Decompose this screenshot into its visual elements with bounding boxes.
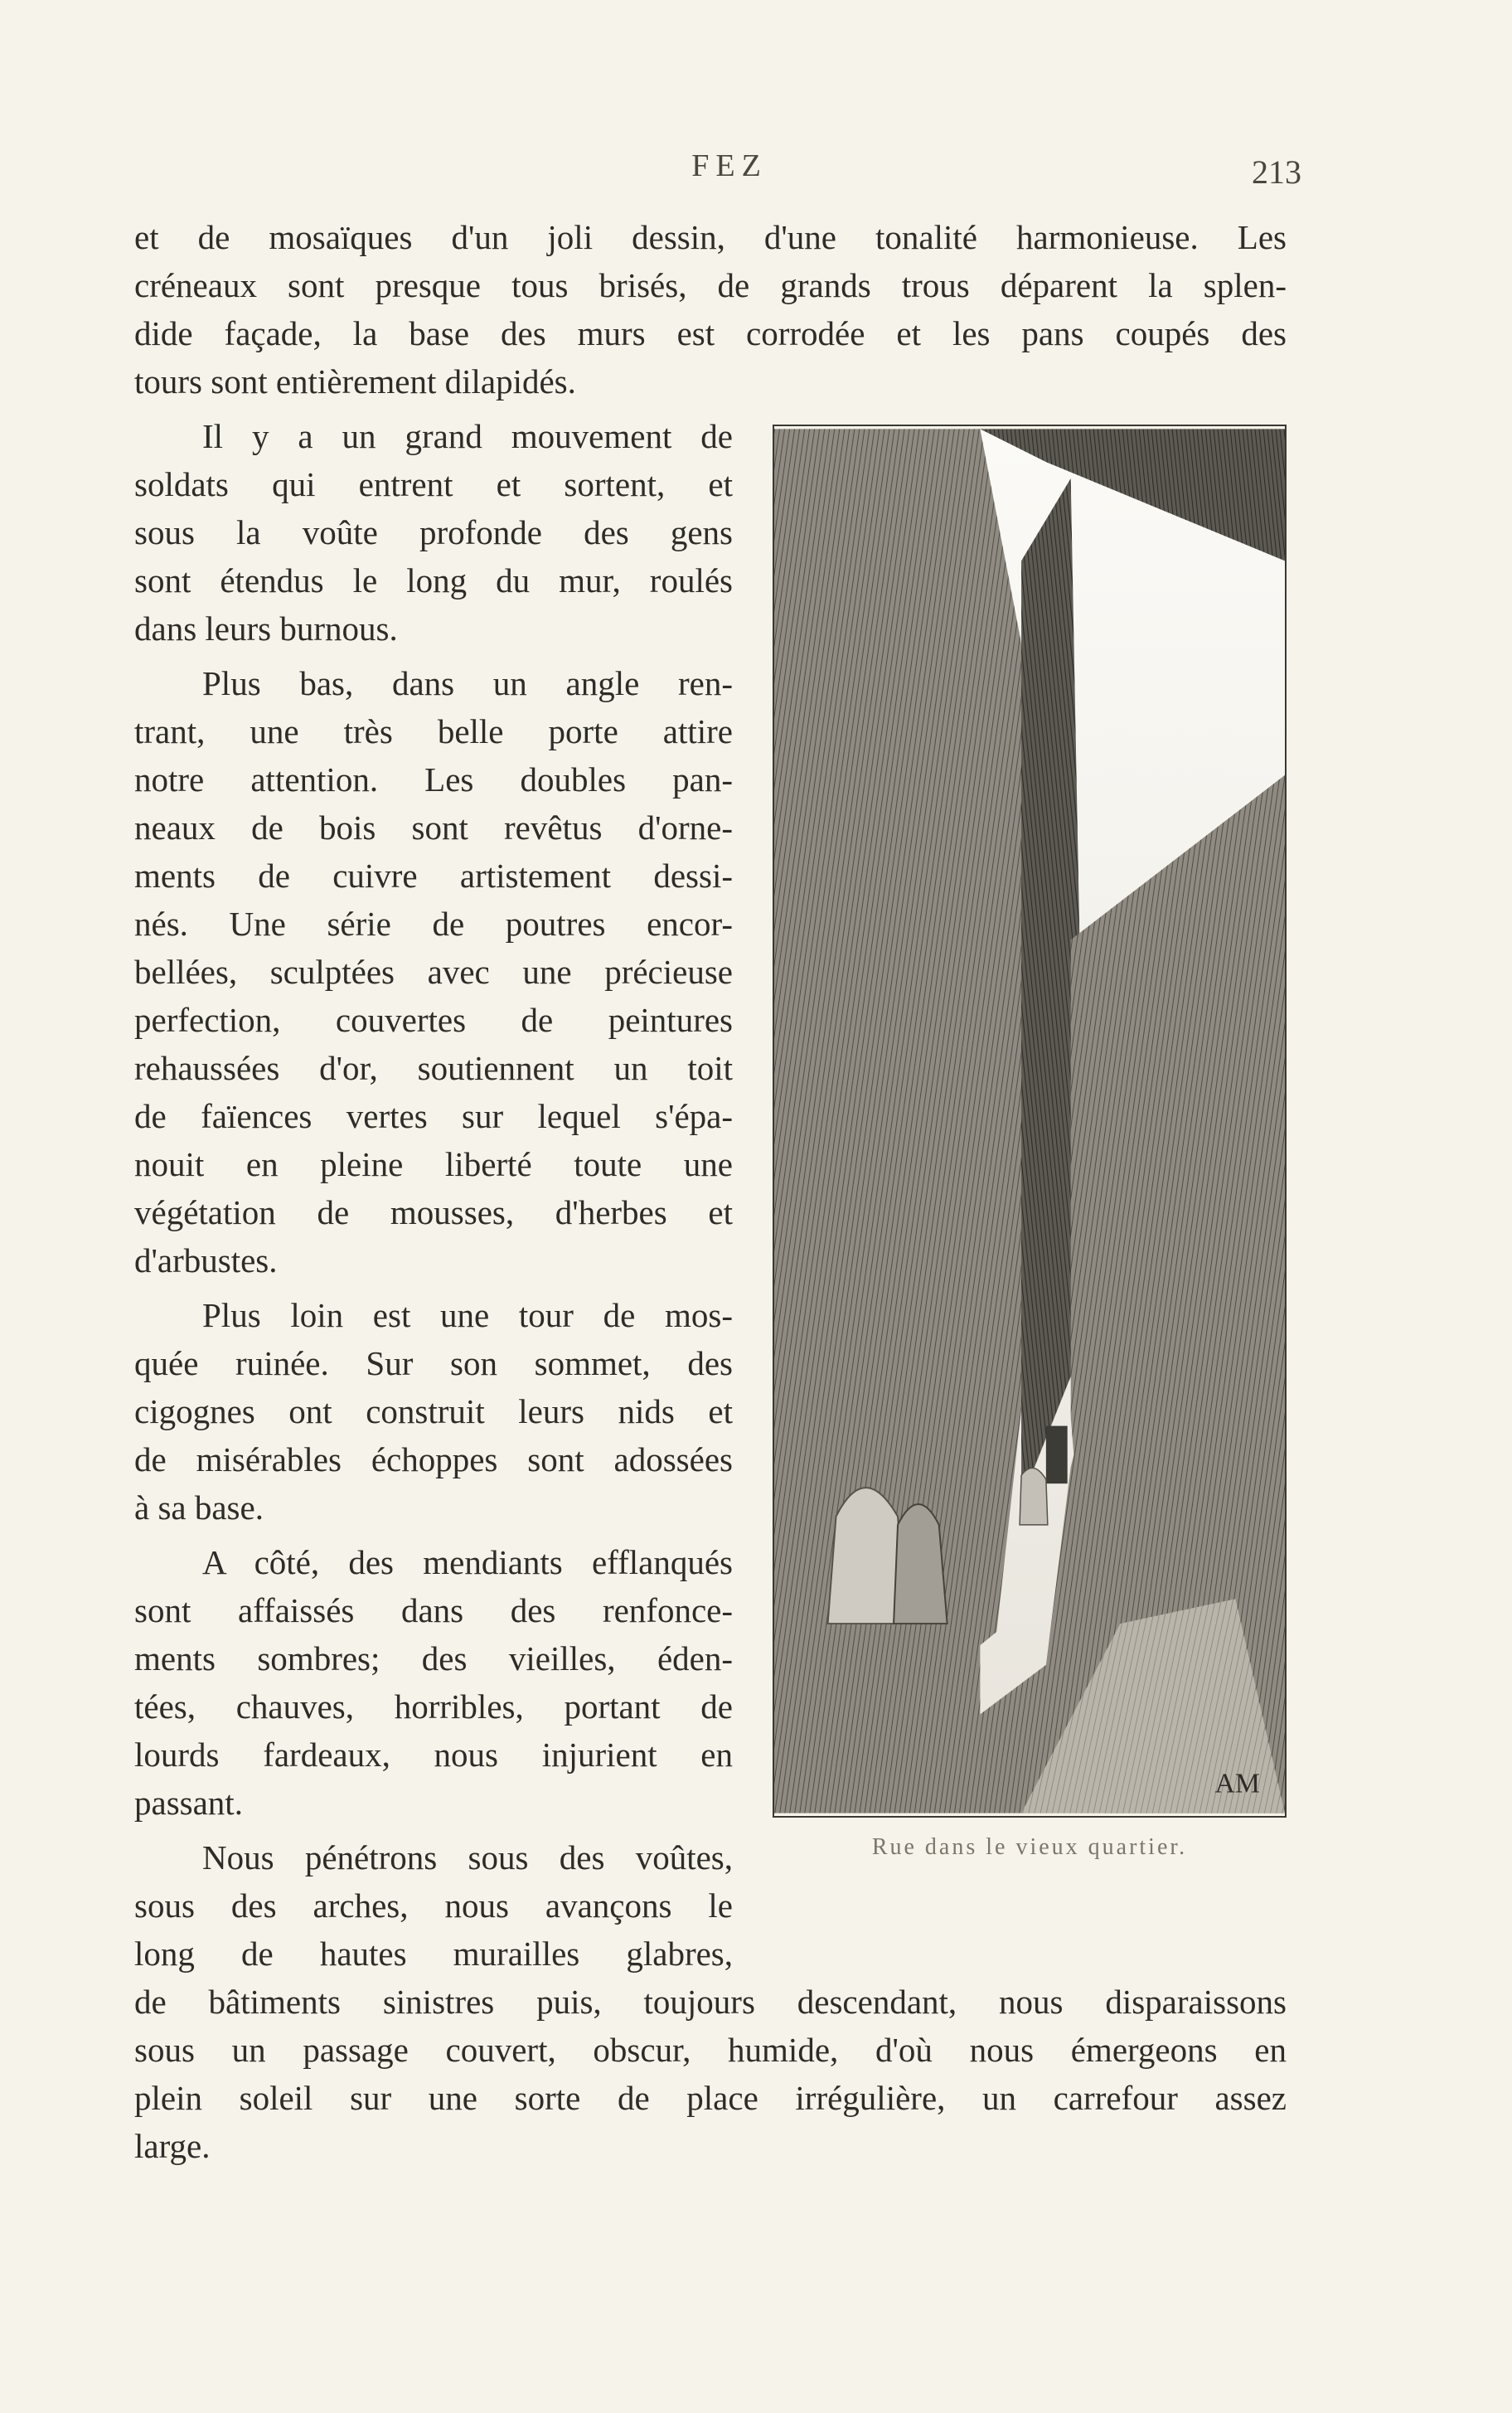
text-line: sous la voûte profonde des gens [134, 513, 733, 551]
text-line: A côté, des mendiants efflanqués [202, 1543, 733, 1581]
text-line: créneaux sont presque tous brisés, de grands trous déparent la splen- [134, 266, 1287, 304]
text-line: cigognes ont construit leurs nids et [134, 1392, 733, 1430]
text-line: de misérables échoppes sont adossées [134, 1440, 733, 1478]
running-head [0, 148, 1512, 197]
text-line: tées, chauves, horribles, portant de [134, 1687, 733, 1726]
text-line: sont étendus le long du mur, roulés [134, 561, 733, 600]
street-engraving [773, 425, 1287, 1818]
text-line: de faïences vertes sur lequel s'épa- [134, 1097, 733, 1135]
monogram-signature [1215, 1769, 1260, 1799]
figure-caption: Rue dans le vieux quartier. [871, 1834, 1188, 1860]
text-line: et de mosaïques d'un joli dessin, d'une tonalité harmonieuse. Les [134, 218, 1287, 256]
monogram-text: AM [1214, 1768, 1260, 1799]
text-line: nouit en pleine liberté toute une [134, 1145, 733, 1183]
text-line: perfection, couvertes de peintures [134, 1001, 733, 1039]
text-line: dans leurs burnous. [134, 609, 398, 648]
text-line: quée ruinée. Sur son sommet, des [134, 1344, 733, 1382]
text-line: Plus loin est une tour de mos- [202, 1296, 733, 1334]
text-line: nés. Une série de poutres encor- [134, 905, 733, 943]
text-line: Il y a un grand mouvement de [202, 417, 733, 455]
text-line: dide façade, la base des murs est corrodée et les pans coupés des [134, 314, 1287, 352]
text-line: Nous pénétrons sous des voûtes, [202, 1838, 733, 1877]
text-line: notre attention. Les doubles pan- [134, 760, 733, 799]
text-line: lourds fardeaux, nous injurient en [134, 1736, 733, 1774]
text-line: végétation de mousses, d'herbes et [134, 1193, 733, 1231]
text-line: large. [134, 2127, 211, 2165]
text-line: trant, une très belle porte attire [134, 712, 733, 750]
running-title: FEZ [691, 148, 768, 183]
text-line: passant. [134, 1784, 243, 1822]
text-line: sous des arches, nous avançons le [134, 1886, 733, 1925]
text-line: bellées, sculptées avec une précieuse [134, 953, 733, 991]
text-line: rehaussées d'or, soutiennent un toit [134, 1049, 733, 1087]
text-line: soldats qui entrent et sortent, et [134, 465, 733, 503]
text-line: plein soleil sur une sorte de place irrégulière, un carrefour assez [134, 2079, 1287, 2117]
text-line: Plus bas, dans un angle ren- [202, 664, 733, 702]
text-line: sont affaissés dans des renfonce- [134, 1591, 733, 1629]
text-line: ments sombres; des vieilles, éden- [134, 1639, 733, 1677]
text-line: d'arbustes. [134, 1241, 278, 1279]
text-line: long de hautes murailles glabres, [134, 1935, 733, 1973]
illustration-figure [773, 425, 1287, 1860]
text-line: à sa base. [134, 1488, 264, 1527]
page-number: 213 [1252, 153, 1301, 191]
text-line: de bâtiments sinistres puis, toujours descendant, nous disparaissons [134, 1983, 1287, 2021]
text-line: ments de cuivre artistement dessi- [134, 857, 733, 895]
text-line: tours sont entièrement dilapidés. [134, 362, 576, 401]
text-line: neaux de bois sont revêtus d'orne- [134, 808, 733, 847]
text-line: sous un passage couvert, obscur, humide, d'où nous émergeons en [134, 2031, 1287, 2069]
